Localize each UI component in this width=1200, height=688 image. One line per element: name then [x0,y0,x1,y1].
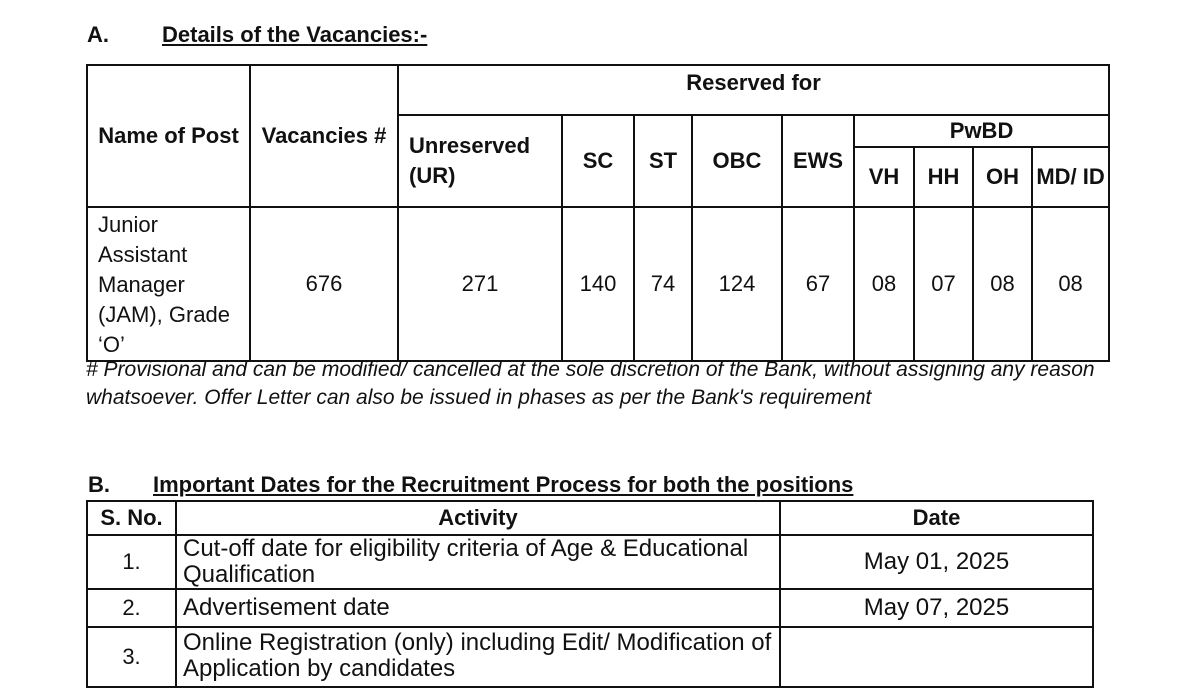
cell-oh: 08 [973,207,1032,361]
cell-ur: 271 [398,207,562,361]
cell-date [780,627,1093,687]
cell-date: May 07, 2025 [780,589,1093,627]
cell-ews: 67 [782,207,854,361]
table-row [87,589,1093,627]
header-ur: Unreserved (UR) [398,115,562,207]
header-st: ST [634,115,692,207]
cell-activity: Advertisement date [176,589,780,627]
header-sno: S. No. [87,501,176,535]
header-ews: EWS [782,115,854,207]
cell-post-name: Junior Assistant Manager (JAM), Grade ‘O’ [87,207,250,361]
header-name-of-post: Name of Post [87,65,250,207]
cell-activity: Cut-off date for eligibility criteria of Age & Educational Qualification [176,535,780,589]
dates-table [86,500,1094,688]
vacancy-table [86,64,1110,362]
header-hh: HH [914,147,973,207]
cell-mdid: 08 [1032,207,1109,361]
cell-vacancies: 676 [250,207,398,361]
section-a-letter: A. [87,22,109,47]
header-obc: OBC [692,115,782,207]
section-b-letter: B. [88,472,110,497]
cell-sno: 3. [87,627,176,687]
cell-activity: Online Registration (only) including Edit/ Modification of Application by candidates [176,627,780,687]
cell-obc: 124 [692,207,782,361]
cell-st: 74 [634,207,692,361]
section-a-title: Details of the Vacancies:- [162,22,428,47]
header-sc: SC [562,115,634,207]
table-row [87,627,1093,687]
cell-date: May 01, 2025 [780,535,1093,589]
cell-sno: 2. [87,589,176,627]
cell-vh: 08 [854,207,914,361]
table-row [87,535,1093,589]
header-vh: VH [854,147,914,207]
header-reserved-for: Reserved for [398,65,1109,115]
cell-sc: 140 [562,207,634,361]
header-mdid: MD/ ID [1032,147,1109,207]
header-vacancies: Vacancies # [250,65,398,207]
header-activity: Activity [176,501,780,535]
header-pwbd: PwBD [854,115,1109,147]
section-b-title: Important Dates for the Recruitment Process for both the positions [153,472,854,497]
cell-sno: 1. [87,535,176,589]
header-date: Date [780,501,1093,535]
provisional-note: # Provisional and can be modified/ cancelled at the sole discretion of the Bank, without assigning any reason whatsoever. Offer Letter can also be issued in phases as per the Bank's requirement [86,358,1095,409]
cell-hh: 07 [914,207,973,361]
header-oh: OH [973,147,1032,207]
